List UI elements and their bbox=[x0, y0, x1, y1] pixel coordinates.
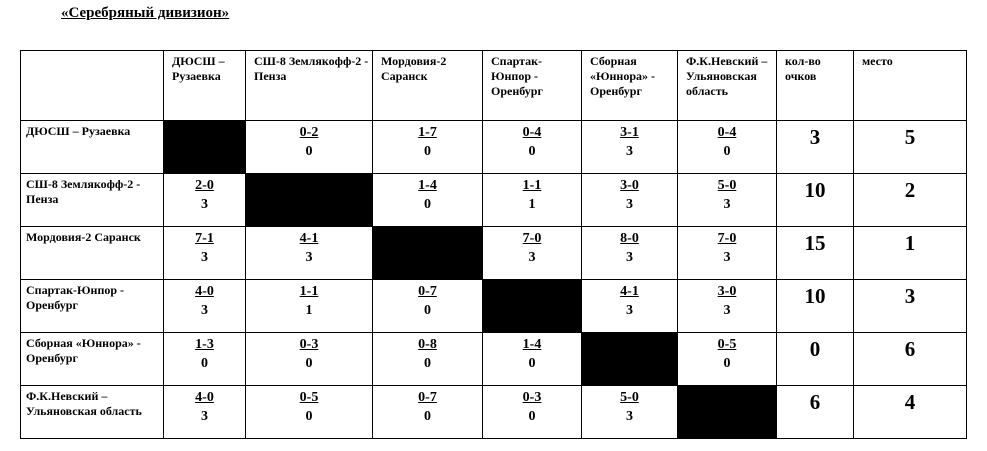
match-score: 1-3 bbox=[195, 337, 214, 352]
self-match-cell bbox=[246, 174, 373, 227]
match-points: 0 bbox=[424, 303, 431, 318]
match-result-cell bbox=[164, 280, 246, 333]
match-points: 3 bbox=[723, 197, 731, 212]
match-points: 0 bbox=[424, 356, 431, 371]
column-header: Сборная «Юннора» - Оренбург bbox=[582, 51, 678, 121]
total-points: 10 bbox=[777, 174, 854, 227]
match-result-cell bbox=[246, 121, 373, 174]
match-points: 3 bbox=[305, 250, 313, 265]
match-score: 4-1 bbox=[620, 284, 639, 299]
match-points: 3 bbox=[723, 250, 731, 265]
match-score: 3-0 bbox=[717, 284, 737, 299]
match-points: 0 bbox=[723, 144, 731, 159]
match-points: 3 bbox=[626, 409, 633, 424]
match-result-cell bbox=[164, 174, 246, 227]
team-name: Спартак-Юнпор - Оренбург bbox=[21, 280, 164, 333]
match-points: 1 bbox=[305, 303, 313, 318]
corner-cell bbox=[21, 51, 164, 121]
column-header: СШ-8 Землякофф-2 - Пенза bbox=[246, 51, 373, 121]
team-name: СШ-8 Землякофф-2 - Пенза bbox=[21, 174, 164, 227]
match-score: 0-4 bbox=[522, 125, 542, 140]
match-points: 0 bbox=[201, 356, 208, 371]
match-score: 1-1 bbox=[299, 284, 319, 299]
match-points: 0 bbox=[528, 356, 536, 371]
match-result-cell bbox=[164, 333, 246, 386]
match-result-cell bbox=[246, 386, 373, 439]
match-result-cell bbox=[373, 386, 483, 439]
column-header: Ф.К.Невский – Ульяновская область bbox=[678, 51, 777, 121]
self-match-cell bbox=[483, 280, 582, 333]
match-result-cell bbox=[678, 121, 777, 174]
match-result-cell bbox=[582, 174, 678, 227]
match-result-cell bbox=[582, 386, 678, 439]
match-score: 0-3 bbox=[522, 390, 542, 405]
match-result-cell bbox=[582, 227, 678, 280]
match-result-cell bbox=[246, 333, 373, 386]
match-points: 3 bbox=[201, 250, 208, 265]
self-match-cell bbox=[373, 227, 483, 280]
match-score: 3-0 bbox=[620, 178, 639, 193]
match-result-cell bbox=[582, 280, 678, 333]
match-result-cell bbox=[373, 280, 483, 333]
match-result-cell bbox=[373, 121, 483, 174]
match-points: 0 bbox=[305, 144, 313, 159]
table-row bbox=[21, 174, 967, 227]
total-points: 10 bbox=[777, 280, 854, 333]
match-points: 0 bbox=[723, 356, 731, 371]
match-points: 1 bbox=[528, 197, 536, 212]
team-place: 5 bbox=[854, 121, 967, 174]
column-header: Мордовия-2 Саранск bbox=[373, 51, 483, 121]
match-score: 1-4 bbox=[522, 337, 542, 352]
match-score: 0-5 bbox=[299, 390, 319, 405]
match-result-cell bbox=[373, 174, 483, 227]
match-score: 0-8 bbox=[418, 337, 437, 352]
match-points: 0 bbox=[528, 409, 536, 424]
match-points: 3 bbox=[723, 303, 731, 318]
match-points: 0 bbox=[305, 356, 313, 371]
match-score: 4-0 bbox=[195, 284, 214, 299]
match-points: 0 bbox=[424, 197, 431, 212]
team-place: 2 bbox=[854, 174, 967, 227]
match-score: 7-0 bbox=[522, 231, 542, 246]
column-header: Спартак-Юнпор - Оренбург bbox=[483, 51, 582, 121]
team-place: 1 bbox=[854, 227, 967, 280]
match-score: 0-7 bbox=[418, 390, 437, 405]
match-result-cell bbox=[678, 333, 777, 386]
match-points: 3 bbox=[201, 197, 208, 212]
self-match-cell bbox=[678, 386, 777, 439]
match-result-cell bbox=[246, 227, 373, 280]
self-match-cell bbox=[164, 121, 246, 174]
total-points: 3 bbox=[777, 121, 854, 174]
total-points: 0 bbox=[777, 333, 854, 386]
match-result-cell bbox=[483, 227, 582, 280]
total-points: 6 bbox=[777, 386, 854, 439]
match-result-cell bbox=[483, 174, 582, 227]
match-points: 3 bbox=[201, 303, 208, 318]
match-points: 3 bbox=[626, 250, 633, 265]
total-points: 15 bbox=[777, 227, 854, 280]
match-score: 5-0 bbox=[717, 178, 737, 193]
match-result-cell bbox=[678, 174, 777, 227]
division-title: «Серебряный дивизион» bbox=[61, 5, 230, 21]
match-score: 7-1 bbox=[195, 231, 214, 246]
match-result-cell bbox=[483, 386, 582, 439]
match-points: 0 bbox=[305, 409, 313, 424]
match-score: 0-7 bbox=[418, 284, 437, 299]
match-score: 4-0 bbox=[195, 390, 214, 405]
match-points: 3 bbox=[201, 409, 208, 424]
header-row bbox=[21, 51, 967, 121]
table-row bbox=[21, 121, 967, 174]
match-score: 7-0 bbox=[717, 231, 737, 246]
team-place: 4 bbox=[854, 386, 967, 439]
match-points: 0 bbox=[424, 409, 431, 424]
place-column-header: место bbox=[854, 51, 967, 121]
table-row bbox=[21, 333, 967, 386]
points-column-header: кол-во очков bbox=[777, 51, 854, 121]
team-name: Сборная «Юннора» - Оренбург bbox=[21, 333, 164, 386]
match-score: 5-0 bbox=[620, 390, 639, 405]
match-score: 0-5 bbox=[717, 337, 737, 352]
team-place: 3 bbox=[854, 280, 967, 333]
match-score: 0-2 bbox=[299, 125, 319, 140]
match-score: 0-3 bbox=[299, 337, 319, 352]
match-points: 3 bbox=[626, 197, 633, 212]
match-points: 0 bbox=[528, 144, 536, 159]
match-result-cell bbox=[483, 333, 582, 386]
match-score: 2-0 bbox=[195, 178, 214, 193]
match-result-cell bbox=[164, 227, 246, 280]
match-score: 3-1 bbox=[620, 125, 639, 140]
team-name: ДЮСШ – Рузаевка bbox=[21, 121, 164, 174]
match-result-cell bbox=[373, 333, 483, 386]
match-result-cell bbox=[678, 227, 777, 280]
match-points: 3 bbox=[626, 303, 633, 318]
team-name: Мордовия-2 Саранск bbox=[21, 227, 164, 280]
match-points: 3 bbox=[626, 144, 633, 159]
match-score: 1-1 bbox=[522, 178, 542, 193]
match-result-cell bbox=[483, 121, 582, 174]
match-score: 8-0 bbox=[620, 231, 639, 246]
self-match-cell bbox=[582, 333, 678, 386]
match-result-cell bbox=[164, 386, 246, 439]
standings-table bbox=[20, 50, 967, 439]
table-row bbox=[21, 280, 967, 333]
table-row bbox=[21, 227, 967, 280]
team-place: 6 bbox=[854, 333, 967, 386]
match-score: 4-1 bbox=[299, 231, 319, 246]
match-score: 1-7 bbox=[418, 125, 437, 140]
match-result-cell bbox=[678, 280, 777, 333]
match-result-cell bbox=[582, 121, 678, 174]
team-name: Ф.К.Невский – Ульяновская область bbox=[21, 386, 164, 439]
table-row bbox=[21, 386, 967, 439]
match-points: 3 bbox=[528, 250, 536, 265]
match-score: 1-4 bbox=[418, 178, 437, 193]
match-score: 0-4 bbox=[717, 125, 737, 140]
match-result-cell bbox=[246, 280, 373, 333]
match-points: 0 bbox=[424, 144, 431, 159]
column-header: ДЮСШ – Рузаевка bbox=[164, 51, 246, 121]
